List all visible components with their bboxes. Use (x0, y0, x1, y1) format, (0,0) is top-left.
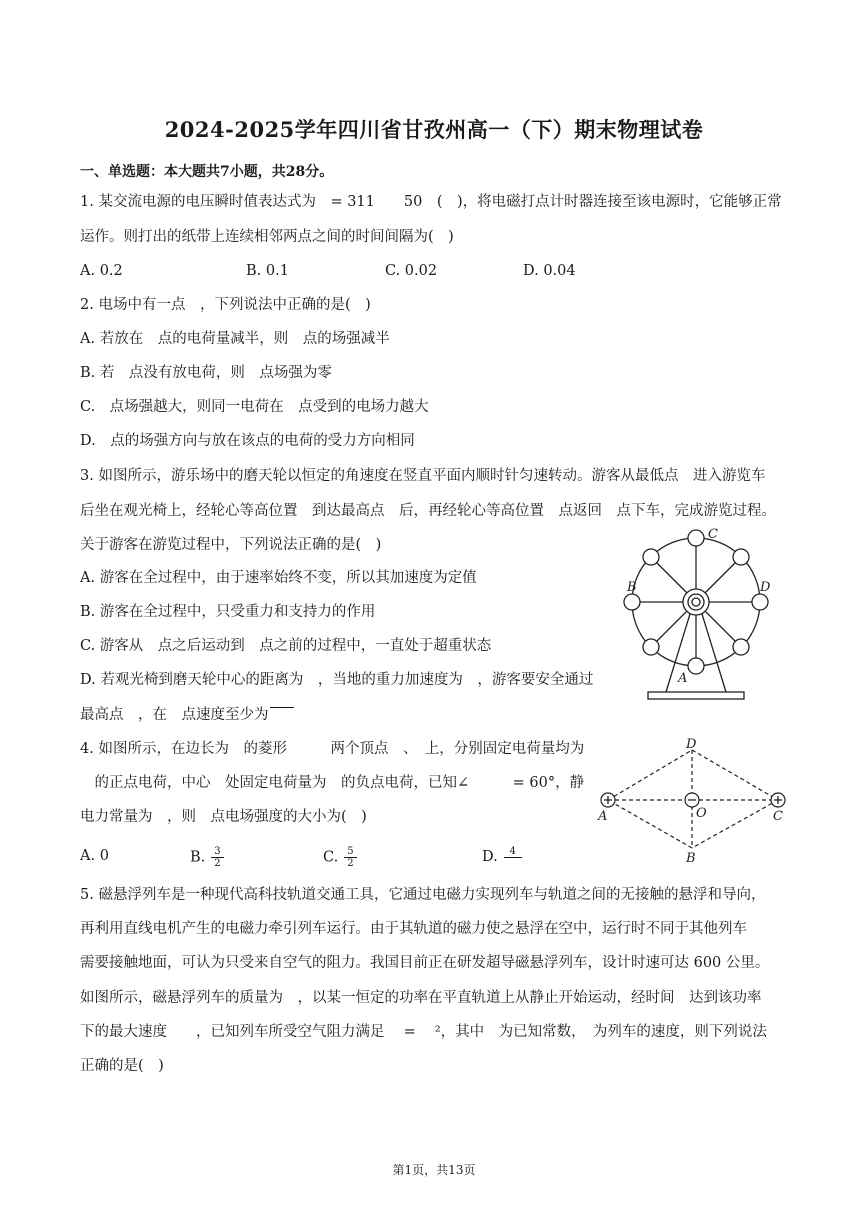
label-a: A (598, 809, 608, 824)
q2-option-c: C. 点场强越大，则同一电荷在 点受到的电场力越大 (80, 399, 429, 415)
q3-option-b: B. 游客在全过程中，只受重力和支持力的作用 (80, 604, 376, 620)
q1-option-d: D. 0.04 (523, 263, 576, 279)
q5-line4: 如图所示，磁悬浮列车的质量为 ，以某一恒定的功率在平直轨道上从静止开始运动，经时间 达到该功率 (80, 990, 762, 1006)
q1-stem-line2: 运作。则打出的纸带上连续相邻两点之间的时间间隔为( ) (80, 229, 454, 245)
q1-option-c: C. 0.02 (385, 263, 438, 279)
q3-option-a: A. 游客在全过程中，由于速率始终不变，所以其加速度为定值 (80, 570, 477, 586)
q2-option-d: D. 点的场强方向与放在该点的电荷的受力方向相同 (80, 433, 415, 449)
sqrt-symbol (270, 707, 294, 724)
q4-stem-line1: 4. 如图所示，在边长为 的菱形 两个顶点 、 上，分别固定电荷量均为 (80, 741, 585, 757)
q3-option-d-line2: 最高点 ，在 点速度至少为 (80, 707, 269, 723)
q4-stem-line3: 电力常量为 ，则 点电场强度的大小为( ) (80, 809, 367, 825)
q4-option-c: C. $\frac{5}{2}$ (323, 846, 357, 869)
q1-option-a: A. 0.2 (80, 263, 123, 279)
label-c: C (708, 527, 718, 542)
base (648, 692, 744, 699)
q4-stem-line2: 的正点电荷，中心 处固定电荷量为 的负点电荷，已知∠ = 60°，静 (80, 775, 585, 791)
q4-option-b: B. $\frac{3}{2}$ (190, 846, 224, 869)
label-a: A (678, 671, 688, 686)
cabin (733, 549, 749, 565)
q3-stem-line1: 3. 如图所示，游乐场中的磨天轮以恒定的角速度在竖直平面内顺时针匀速转动。游客从最低点 进入游览车 (80, 468, 766, 484)
cabin-c (688, 530, 704, 546)
q3-stem-line2: 后坐在观光椅上，经轮心等高位置 到达最高点 后，再经轮心等高位置 点返回 点下车，完成游览过程。 (80, 503, 776, 519)
q2-option-a: A. 若放在 点的电荷量减半，则 点的场强减半 (80, 331, 390, 347)
q5-line5: 下的最大速度 ，已知列车所受空气阻力满足 = ²，其中 为已知常数， 为列车的速度，则下列说法 (80, 1024, 767, 1040)
q3-option-d-cont (80, 705, 294, 725)
support-leg (702, 614, 726, 692)
q3-stem-line3: 关于游客在游览过程中，下列说法正确的是( ) (80, 537, 382, 553)
label-d: D (760, 580, 771, 595)
section-heading: 一、单选题：本大题共7小题，共28分。 (80, 164, 334, 180)
cabin-b (624, 594, 640, 610)
label-c: C (773, 809, 783, 824)
label-b: B (627, 580, 637, 595)
rhombus-figure (594, 736, 794, 864)
q3-option-d: D. 若观光椅到磨天轮中心的距离为 ，当地的重力加速度为 ，游客要安全通过 (80, 672, 594, 688)
q5-line1: 5. 磁悬浮列车是一种现代高科技轨道交通工具，它通过电磁力实现列车与轨道之间的无接触的悬浮和导向， (80, 887, 766, 903)
cabin (643, 639, 659, 655)
q4-option-d: D. 4 (482, 846, 522, 868)
q2-stem: 2. 电场中有一点 ，下列说法中正确的是( ) (80, 297, 371, 313)
label-b: B (686, 851, 696, 864)
cabin (643, 549, 659, 565)
q3-option-c: C. 游客从 点之后运动到 点之前的过程中，一直处于超重状态 (80, 638, 492, 654)
q5-line6: 正确的是( ) (80, 1058, 164, 1074)
ferris-wheel-figure (618, 522, 788, 707)
label-o: O (696, 806, 707, 821)
q2-option-b: B. 若 点没有放电荷，则 点场强为零 (80, 365, 332, 381)
page-title: 2024-2025学年四川省甘孜州高一（下）期末物理试卷 (164, 117, 704, 142)
label-d: D (686, 737, 697, 752)
q5-line2: 再利用直线电机产生的电磁力牵引列车运行。由于其轨道的磁力使之悬浮在空中，运行时不同于其他列车 (80, 921, 747, 937)
cabin (733, 639, 749, 655)
q4-option-a: A. 0 (80, 848, 109, 864)
cabin-d (752, 594, 768, 610)
q5-line3: 需要接触地面，可认为只受来自空气的阻力。我国目前正在研发超导磁悬浮列车，设计时速可达 600 公里。 (80, 955, 770, 971)
page-footer: 第1页，共13页 (392, 1163, 476, 1177)
cabin-a (688, 658, 704, 674)
q1-stem-line1: 1. 某交流电源的电压瞬时值表达式为 = 311 50 ( )，将电磁打点计时器连接至该电源时，它能够正常 (80, 194, 782, 210)
q1-option-b: B. 0.1 (246, 263, 289, 279)
hub (683, 589, 709, 615)
